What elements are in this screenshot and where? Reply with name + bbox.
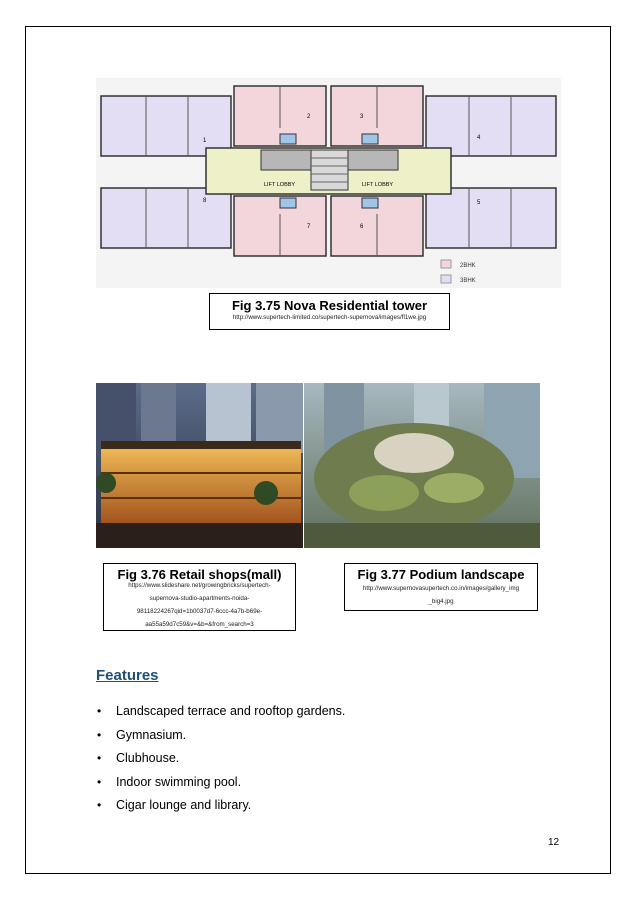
feature-item: • Clubhouse.: [96, 748, 345, 772]
floor-plan-image: [96, 78, 561, 288]
feature-item: • Landscaped terrace and rooftop gardens.: [96, 701, 345, 725]
fig-376-url-line: supernova-studio-apartments-noida-: [149, 595, 250, 602]
fig-376-title: Fig 3.76 Retail shops(mall): [117, 567, 282, 582]
feature-item: • Gymnasium.: [96, 725, 345, 749]
legend-label: 3BHK: [460, 278, 476, 284]
fig-377-url-line: http://www.supernovasupertech.co.in/images/gallery_img: [362, 585, 520, 592]
fig-377-url-line: _big4.jpg: [428, 598, 454, 605]
fig-376-url-line: 98118224267qid=1b0037d7-6ccc-4a7b-b69e-: [136, 608, 263, 615]
feature-item: • Cigar lounge and library.: [96, 795, 345, 819]
unit-number: 2: [307, 114, 311, 120]
unit-number: 6: [360, 224, 364, 230]
fig-375-caption: [209, 293, 450, 330]
fig-377-caption: [344, 563, 538, 611]
page-number: 12: [548, 837, 560, 848]
fig-376-url-line: aa55a59d7c59&v=&b=&from_search=3: [145, 621, 254, 628]
podium-landscape-photo: [304, 383, 540, 548]
unit-number: 5: [477, 200, 481, 206]
legend-swatch-3bhk: [441, 275, 451, 283]
unit-number: 4: [477, 135, 481, 141]
legend-swatch-2bhk: [441, 260, 451, 268]
lobby-label: LIFT LOBBY: [362, 182, 394, 188]
unit-number: 7: [307, 224, 311, 230]
fig-375-url: http://www.supertech-limited.co/supertech-supernova/images/fl1we.jpg: [232, 314, 427, 321]
features-heading: Features: [96, 667, 159, 684]
features-list: [96, 701, 345, 819]
lobby-label: LIFT LOBBY: [264, 182, 296, 188]
fig-376-url-line: https://www.slideshare.net/growingbricks/supertech-: [128, 582, 271, 589]
fig-376-caption: [103, 563, 296, 631]
feature-item: • Indoor swimming pool.: [96, 772, 345, 796]
fig-377-title: Fig 3.77 Podium landscape: [357, 567, 525, 582]
unit-number: 1: [203, 138, 207, 144]
retail-mall-photo: [96, 383, 303, 548]
legend-label: 2BHK: [460, 263, 476, 269]
unit-number: 8: [203, 198, 207, 204]
unit-number: 3: [360, 114, 364, 120]
fig-375-title: Fig 3.75 Nova Residential tower: [231, 298, 428, 313]
